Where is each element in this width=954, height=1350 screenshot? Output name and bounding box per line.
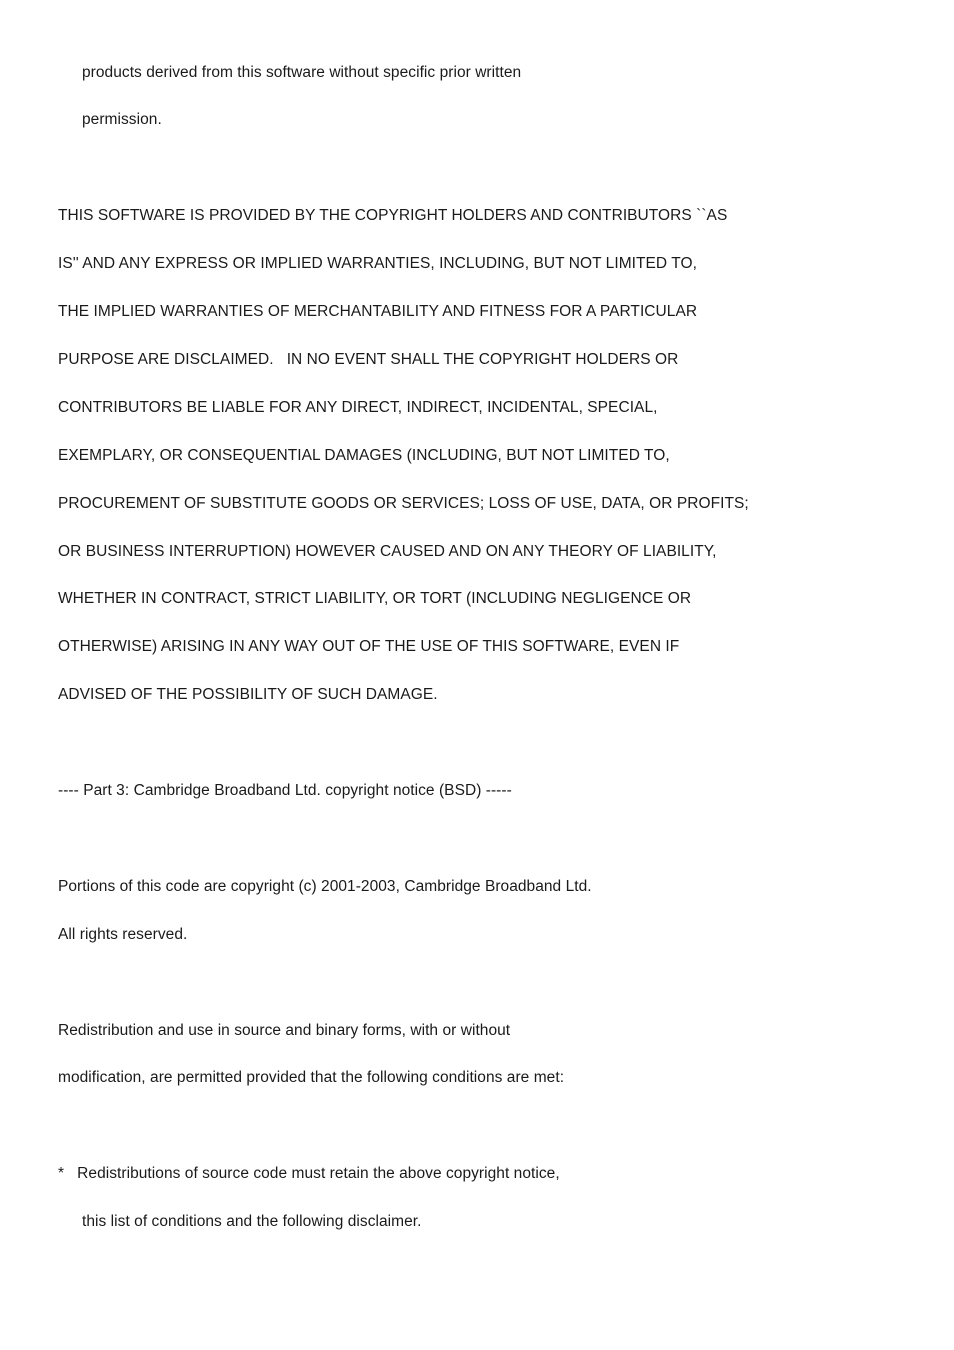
text-line: EXEMPLARY, OR CONSEQUENTIAL DAMAGES (INCLUDING, BUT NOT LIMITED TO, [58, 447, 670, 464]
text-line: PROCUREMENT OF SUBSTITUTE GOODS OR SERVICES; LOSS OF USE, DATA, OR PROFITS; [58, 495, 749, 512]
text-line: PURPOSE ARE DISCLAIMED. IN NO EVENT SHALL THE COPYRIGHT HOLDERS OR [58, 351, 679, 368]
text-line: All rights reserved. [58, 926, 188, 943]
text-line: ADVISED OF THE POSSIBILITY OF SUCH DAMAGE. [58, 686, 438, 703]
text-line: permission. [82, 111, 162, 128]
text-line: THE IMPLIED WARRANTIES OF MERCHANTABILITY AND FITNESS FOR A PARTICULAR [58, 303, 698, 320]
text-line: modification, are permitted provided that the following conditions are met: [58, 1069, 565, 1086]
text-line: products derived from this software without specific prior written [82, 64, 522, 81]
text-line: THIS SOFTWARE IS PROVIDED BY THE COPYRIGHT HOLDERS AND CONTRIBUTORS ``AS [58, 207, 728, 224]
text-line: Redistribution and use in source and binary forms, with or without [58, 1022, 511, 1039]
text-line: OR BUSINESS INTERRUPTION) HOWEVER CAUSED AND ON ANY THEORY OF LIABILITY, [58, 543, 717, 560]
text-line: this list of conditions and the following disclaimer. [82, 1213, 422, 1230]
text-line: WHETHER IN CONTRACT, STRICT LIABILITY, OR TORT (INCLUDING NEGLIGENCE OR [58, 590, 692, 607]
text-line: Portions of this code are copyright (c) 2001-2003, Cambridge Broadband Ltd. [58, 878, 592, 895]
text-line: IS'' AND ANY EXPRESS OR IMPLIED WARRANTIES, INCLUDING, BUT NOT LIMITED TO, [58, 255, 697, 272]
text-line: CONTRIBUTORS BE LIABLE FOR ANY DIRECT, INDIRECT, INCIDENTAL, SPECIAL, [58, 399, 658, 416]
bullet-item: * Redistributions of source code must retain the above copyright notice, [58, 1165, 560, 1182]
section-heading: ---- Part 3: Cambridge Broadband Ltd. copyright notice (BSD) ----- [58, 782, 512, 799]
text-line: OTHERWISE) ARISING IN ANY WAY OUT OF THE USE OF THIS SOFTWARE, EVEN IF [58, 638, 680, 655]
